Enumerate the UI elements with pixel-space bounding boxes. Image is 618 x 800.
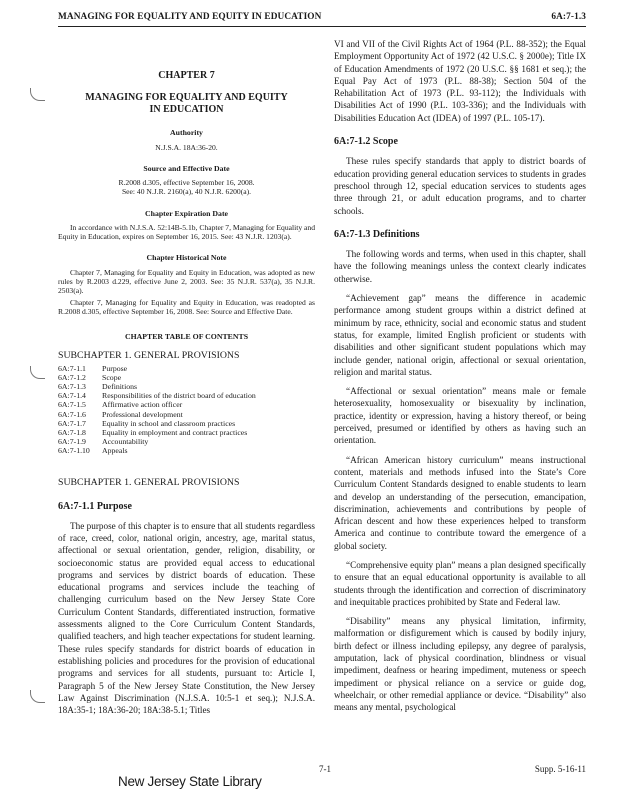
toc-title: Purpose bbox=[102, 364, 128, 374]
toc-title: Responsibilities of the district board of education bbox=[102, 391, 256, 401]
toc-heading: CHAPTER TABLE OF CONTENTS bbox=[124, 331, 249, 341]
toc-entry[interactable] bbox=[58, 446, 315, 455]
supplement-date: Supp. 5-16-11 bbox=[534, 764, 586, 774]
toc-entry[interactable] bbox=[58, 382, 315, 391]
toc-title: Affirmative action officer bbox=[102, 400, 183, 410]
chapter-title: MANAGING FOR EQUALITY AND EQUITY IN EDUCATION bbox=[85, 92, 288, 116]
header-section: 6A:7-1.3 bbox=[551, 12, 586, 22]
margin-mark bbox=[30, 88, 45, 101]
toc-number: 6A:7-1.10 bbox=[58, 445, 90, 455]
scope-heading: 6A:7-1.2 Scope bbox=[334, 136, 398, 148]
toc-number: 6A:7-1.1 bbox=[58, 364, 86, 374]
toc-entry[interactable] bbox=[58, 373, 315, 382]
toc-entry[interactable] bbox=[58, 400, 315, 409]
toc-entry[interactable] bbox=[58, 428, 315, 437]
source-heading: Source and Effective Date bbox=[143, 163, 230, 173]
toc-title: Professional development bbox=[102, 409, 183, 419]
purpose-heading: 6A:7-1.1 Purpose bbox=[58, 501, 132, 513]
subchapter-heading: SUBCHAPTER 1. GENERAL PROVISIONS bbox=[58, 477, 240, 489]
toc-entry[interactable] bbox=[58, 437, 315, 446]
header-title: MANAGING FOR EQUALITY AND EQUITY IN EDUCATION bbox=[58, 12, 322, 22]
toc-number: 6A:7-1.5 bbox=[58, 400, 86, 410]
authority-text: N.J.S.A. 18A:36-20. bbox=[155, 142, 218, 152]
definition-paragraph: “Affectional or sexual orientation” means male or female heterosexuality, homosexuality or bisexuality by inclination, practice, identity or expression, having a history thereof, or being perceived, presumed or identified by others as having such an orientation. bbox=[334, 386, 586, 446]
toc-subchapter: SUBCHAPTER 1. GENERAL PROVISIONS bbox=[58, 349, 240, 361]
definitions-heading: 6A:7-1.3 Definitions bbox=[334, 228, 420, 240]
chapter-number: CHAPTER 7 bbox=[158, 70, 215, 81]
definition-paragraph: “Achievement gap” means the difference in academic performance among student groups within a district defined at minimum by race, ethnicity, social and economic status and student status, for example, limited English proficient or students with disabilities and other significant student populations which may include gender, national origin, affectional or sexual orientation, religion and marital status. bbox=[334, 293, 586, 377]
margin-mark bbox=[30, 366, 45, 379]
toc-entry[interactable] bbox=[58, 391, 315, 400]
toc-number: 6A:7-1.6 bbox=[58, 409, 86, 419]
toc-title: Accountability bbox=[102, 436, 149, 446]
running-header bbox=[58, 12, 586, 27]
definition-paragraph: “African American history curriculum” means instructional content, materials and methods infused into the State’s Core Curriculum Content Standards designed to enable students to learn and develop an understanding of the persecution, emancipation, discrimination, achievements and contributions by people of African descent and how these experiences helped to transform America and continue to contribute toward the emergence of a global society. bbox=[334, 454, 586, 551]
source-line: R.2008 d.305, effective September 16, 2008. bbox=[118, 178, 255, 188]
library-stamp: New Jersey State Library bbox=[118, 774, 262, 789]
scope-text: These rules specify standards that apply to district boards of education providing general education services to students in grades preschool through 12, special education services to students ages three through 21, or adult education programs, and to charter schools. bbox=[334, 156, 586, 216]
toc-title: Appeals bbox=[102, 445, 128, 455]
right-column bbox=[334, 38, 586, 714]
expiration-heading: Chapter Expiration Date bbox=[144, 208, 229, 218]
definition-paragraph: “Comprehensive equity plan” means a plan designed specifically to ensure that an equal educational opportunity is available to all students through the identification and correction of discriminatory and inequitable practices prohibited by State and Federal law. bbox=[334, 559, 586, 607]
toc-entry[interactable] bbox=[58, 364, 315, 373]
definition-paragraph: “Disability” means any physical limitation, infirmity, malformation or disfigurement which is caused by bodily injury, birth defect or illness including epilepsy, any degree of paralysis, amputation, lack of physical coordination, blindness or visual impediment, deafness or hearing impediment, muteness or speech impediment or physical reliance on a service or guide dog, wheelchair, or other remedial appliance or device. “Disability” also means any mental, psychological bbox=[334, 616, 586, 713]
history-paragraph: Chapter 7, Managing for Equality and Equity in Education, was readopted as R.2008 d.305, effective September 16, 2008. See: Source and Effective Date. bbox=[58, 298, 315, 317]
toc-entry[interactable] bbox=[58, 410, 315, 419]
history-heading: Chapter Historical Note bbox=[146, 253, 227, 263]
toc-entry[interactable] bbox=[58, 419, 315, 428]
purpose-text: The purpose of this chapter is to ensure that all students regardless of race, creed, color, national origin, ancestry, age, marital status, affectional or sexual orientation, gender, religion, disability, or socioeconomic status are provided equal access to educational programs and services by district boards of education. These educational programs and services include the teaching of challenging curriculum based on the New Jersey State Core Curriculum Content Standards, differentiated instruction, formative assessments aligned to the Core Curriculum Content Standards, qualified teachers, and high teacher expectations for student learning. These rules specify standards for district boards of education in establishing policies and procedures for the provision of educational programs and services for all students, pursuant to: Article I, Paragraph 5 of the New Jersey State Constitution, the New Jersey Law Against Discrimination (N.J.S.A. 10:5-1 et seq.); N.J.S.A. 18A:35-1; 18A:36-20; 18A:38-5.1; Titles bbox=[58, 520, 315, 716]
expiration-text: In accordance with N.J.S.A. 52:14B-5.1b, Chapter 7, Managing for Equality and Equity in Education, expires on September 16, 2015. See: 43 N.J.R. 1203(a). bbox=[58, 222, 315, 241]
toc-list bbox=[58, 364, 315, 455]
toc-title: Equality in employment and contract practices bbox=[102, 427, 248, 437]
history-paragraph: Chapter 7, Managing for Equality and Equity in Education, was adopted as new rules by R.2003 d.229, effective June 2, 2003. See: 35 N.J.R. 537(a), 35 N.J.R. 2503(a). bbox=[58, 267, 315, 295]
purpose-continued: VI and VII of the Civil Rights Act of 1964 (P.L. 88-352); the Equal Employment Opportunity Act of 1972 (42 U.S.C. § 2000e); Title IX of Education Amendments of 1972 (20 U.S.C. §§ 1681 et seq.); the Equal Pay Act of 1973 (P.L. 88-38); Section 504 of the Rehabilitation Act of 1973 (P.L. 93-112); the Individuals with Disabilities Act of 1990 (P.L. 103-336); and the Individuals with Disabilities Education Act (IDEA) of 1997 (P.L. 105-17). bbox=[334, 39, 586, 123]
toc-number: 6A:7-1.2 bbox=[58, 373, 86, 383]
toc-number: 6A:7-1.8 bbox=[58, 427, 86, 437]
margin-mark bbox=[30, 690, 45, 703]
toc-number: 6A:7-1.3 bbox=[58, 382, 86, 392]
toc-title: Scope bbox=[102, 373, 122, 383]
toc-title: Equality in school and classroom practices bbox=[102, 418, 236, 428]
toc-title: Definitions bbox=[102, 382, 138, 392]
definition-paragraph: The following words and terms, when used in this chapter, shall have the following meanings unless the context clearly indicates otherwise. bbox=[334, 249, 586, 284]
authority-heading: Authority bbox=[170, 128, 203, 138]
left-column bbox=[58, 38, 315, 716]
toc-number: 6A:7-1.4 bbox=[58, 391, 86, 401]
toc-number: 6A:7-1.7 bbox=[58, 418, 86, 428]
toc-number: 6A:7-1.9 bbox=[58, 436, 86, 446]
source-line: See: 40 N.J.R. 2160(a), 40 N.J.R. 6200(a). bbox=[121, 187, 252, 197]
page-number: 7-1 bbox=[319, 764, 331, 774]
source-text bbox=[58, 178, 315, 196]
